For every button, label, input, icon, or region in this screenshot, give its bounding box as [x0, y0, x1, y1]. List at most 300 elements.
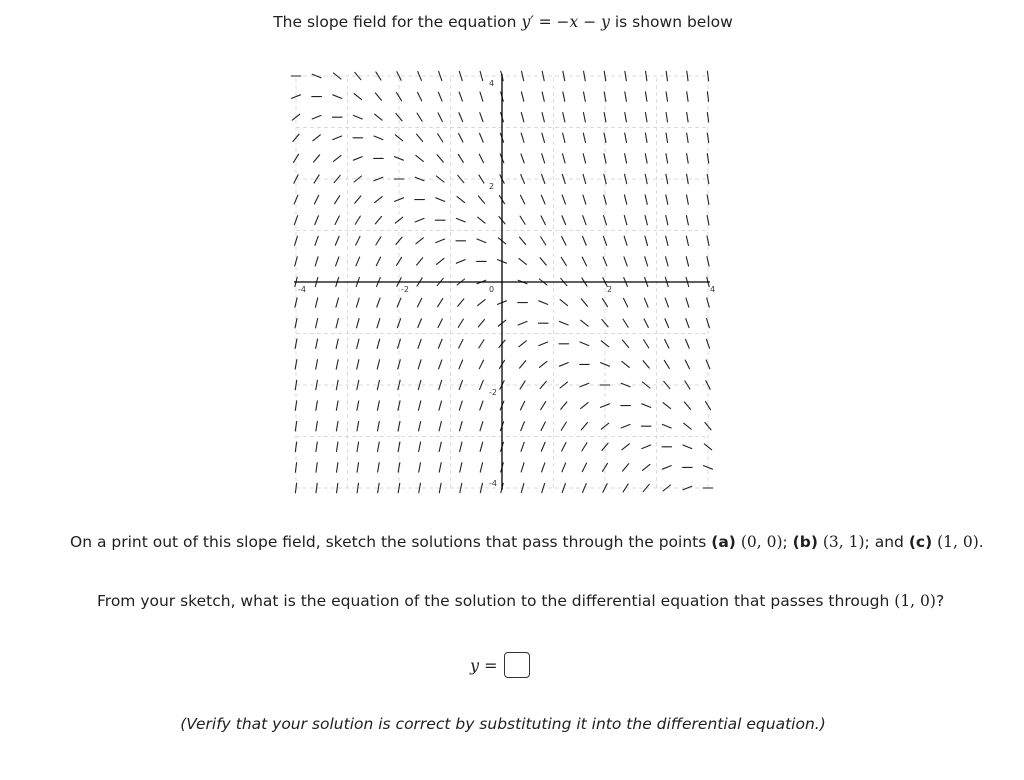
slope-segment — [460, 422, 463, 431]
slope-segment — [563, 133, 565, 142]
slope-segment — [439, 401, 442, 410]
slope-segment — [521, 92, 523, 101]
slope-segment — [521, 422, 525, 431]
problem-title — [0, 13, 1006, 31]
slope-segment — [684, 423, 691, 429]
slope-segment — [295, 257, 298, 266]
slope-segment — [625, 133, 627, 142]
slope-segment — [580, 383, 589, 387]
slope-segment — [438, 113, 442, 122]
slope-segment — [356, 298, 359, 307]
slope-segment — [665, 340, 669, 349]
slope-segment — [377, 401, 379, 410]
slope-segment — [519, 341, 526, 347]
slope-segment — [666, 236, 668, 245]
slope-segment — [662, 466, 671, 470]
instructions-text: On a print out of this slope field, sketch the solutions that pass through the points — [70, 533, 707, 551]
slope-segment — [604, 71, 606, 80]
slope-segment — [418, 339, 421, 348]
slope-segment — [294, 216, 297, 225]
slope-segment — [377, 319, 380, 328]
slope-segment — [315, 298, 317, 307]
slope-segment — [623, 319, 628, 327]
y-tick-label: 4 — [489, 79, 495, 88]
slope-segment — [521, 154, 524, 163]
point-a-label: (a) — [711, 533, 736, 551]
slope-segment — [707, 154, 708, 163]
slope-segment — [624, 236, 627, 245]
slope-segment — [316, 421, 317, 430]
slope-segment — [542, 154, 545, 163]
slope-segment — [480, 463, 482, 472]
slope-segment — [378, 442, 380, 451]
slope-segment — [295, 421, 296, 430]
slope-segment — [459, 360, 463, 369]
slope-segment — [624, 257, 627, 266]
slope-segment — [436, 258, 443, 264]
slope-segment — [646, 71, 647, 80]
slope-segment — [377, 421, 379, 430]
slope-segment — [316, 360, 318, 369]
tick-labels — [298, 79, 715, 488]
slope-segment — [687, 174, 689, 183]
slope-segment — [295, 236, 298, 245]
slope-segment — [458, 299, 464, 306]
point-b-label: (b) — [792, 533, 818, 551]
slope-segment — [478, 300, 485, 306]
slope-segment — [521, 133, 524, 142]
slope-segment — [625, 71, 626, 80]
slope-segment — [562, 463, 566, 472]
slope-segment — [562, 443, 566, 452]
slope-segment — [542, 463, 545, 472]
slope-segment — [520, 361, 526, 368]
slope-field-chart — [290, 70, 714, 494]
slope-segment — [685, 360, 689, 369]
slope-segment — [417, 134, 423, 141]
answer-row — [470, 650, 530, 680]
slope-segment — [480, 442, 483, 451]
slope-segment — [643, 361, 649, 368]
slope-segment — [541, 442, 545, 451]
slope-segment — [295, 483, 296, 493]
slope-segment — [396, 257, 401, 265]
slope-segment — [336, 298, 339, 307]
slope-segment — [561, 422, 566, 430]
slope-segment — [336, 380, 338, 389]
slope-segment — [337, 463, 338, 472]
slope-segment — [460, 442, 462, 451]
slope-segment — [377, 298, 380, 307]
slope-segment — [336, 360, 338, 369]
slope-segment — [456, 218, 465, 222]
slope-segment — [583, 195, 586, 204]
slope-segment — [707, 174, 709, 183]
slope-segment — [335, 216, 339, 225]
slope-segment — [625, 92, 627, 101]
slope-segment — [398, 483, 400, 492]
slope-segment — [520, 195, 524, 204]
slope-segment — [686, 298, 689, 307]
slope-segment — [559, 363, 568, 367]
slope-segment — [354, 94, 361, 100]
slope-segment — [295, 442, 296, 452]
slope-segment — [479, 340, 484, 348]
slope-segment — [520, 216, 525, 224]
slope-segment — [459, 92, 462, 101]
slope-segment — [357, 483, 358, 492]
slope-segment — [666, 257, 669, 266]
slope-segment — [666, 71, 667, 81]
slope-segment — [644, 298, 648, 307]
slope-segment — [357, 442, 359, 451]
slope-segment — [376, 257, 380, 266]
slope-segment — [478, 320, 484, 327]
slope-segment — [686, 339, 690, 348]
x-tick-label: 4 — [710, 285, 716, 294]
slope-segment — [333, 155, 340, 161]
slope-segment — [581, 403, 588, 409]
slope-segment — [377, 339, 380, 348]
slope-segment — [625, 112, 627, 121]
slope-segment — [439, 442, 441, 451]
title-equation: y′ = −x − y — [521, 13, 610, 31]
question-text: From your sketch, what is the equation of the solution to the differential equation that passes through — [97, 592, 890, 610]
slope-segment — [333, 136, 342, 140]
y-tick-label: 0 — [489, 285, 495, 294]
slope-segment — [357, 421, 359, 430]
slope-segment — [583, 236, 587, 245]
slope-segment — [683, 445, 692, 449]
slope-segment — [582, 257, 586, 266]
slope-segment — [521, 463, 524, 472]
point-c-label: (c) — [908, 533, 933, 551]
slope-segment — [559, 321, 568, 325]
y-tick-label: -4 — [489, 479, 497, 488]
slope-segment — [377, 380, 379, 389]
slope-segment — [479, 154, 483, 163]
answer-lhs: y = — [470, 655, 498, 675]
slope-segment — [459, 401, 462, 410]
slope-segment — [539, 342, 548, 346]
slope-segment — [541, 195, 545, 204]
slope-segment — [687, 92, 688, 102]
slope-segment — [601, 404, 610, 408]
slope-segment — [518, 321, 527, 325]
slope-segment — [419, 483, 421, 492]
slope-segment — [316, 401, 318, 410]
slope-segment — [541, 422, 545, 431]
slope-segment — [563, 92, 565, 101]
slope-segment — [642, 404, 651, 408]
slope-segment — [378, 483, 379, 492]
slope-segment — [642, 445, 651, 449]
slope-segment — [353, 115, 362, 119]
slope-segment — [623, 298, 627, 307]
slope-segment — [645, 216, 647, 225]
slope-segment — [539, 361, 546, 367]
slope-segment — [540, 258, 546, 265]
slope-segment — [459, 134, 463, 143]
slope-segment — [437, 155, 443, 162]
slope-segment — [562, 237, 566, 246]
slope-segment — [707, 112, 708, 122]
slope-segment — [336, 401, 338, 410]
slope-segment — [419, 422, 421, 431]
slope-segment — [603, 257, 607, 266]
title-prefix: The slope field for the equation — [273, 13, 517, 31]
slope-segment — [581, 423, 587, 430]
point-b: (3, 1) — [822, 533, 865, 551]
slope-segment — [418, 319, 422, 328]
slope-segment — [687, 154, 689, 163]
slope-segment — [583, 92, 585, 101]
slope-segment — [438, 299, 443, 307]
slope-segment — [707, 236, 709, 245]
slope-segment — [583, 216, 586, 225]
slope-segment — [375, 93, 381, 100]
slope-segment — [604, 195, 607, 204]
slope-segment — [416, 155, 423, 161]
point-c: (1, 0) — [937, 533, 979, 551]
slope-segment — [621, 424, 630, 428]
slope-segment — [315, 216, 319, 225]
x-tick-label: -2 — [401, 285, 409, 294]
slope-segment — [438, 339, 442, 348]
slope-segment — [645, 112, 647, 121]
slope-segment — [560, 300, 567, 306]
slope-segment — [478, 196, 484, 203]
slope-segment — [438, 92, 442, 101]
slope-segment — [416, 238, 423, 244]
slope-segment — [644, 319, 648, 328]
slope-segment — [357, 401, 359, 410]
slope-segment — [666, 195, 668, 204]
slope-segment — [479, 360, 483, 369]
slope-segment — [542, 113, 544, 122]
slope-segment — [583, 133, 585, 142]
slope-segment — [582, 463, 586, 472]
slope-segment — [418, 401, 420, 410]
slope-segment — [457, 197, 464, 203]
slope-segment — [337, 483, 338, 493]
slope-segment — [316, 339, 318, 348]
slope-segment — [356, 237, 360, 246]
slope-segment — [436, 239, 445, 243]
slope-segment — [686, 319, 689, 328]
slope-segment — [561, 402, 567, 409]
slope-segment — [313, 135, 320, 141]
slope-segment — [624, 195, 626, 204]
slope-segment — [519, 258, 526, 264]
slope-segment — [582, 443, 587, 451]
slope-segment — [687, 71, 688, 81]
slope-segment — [645, 236, 648, 245]
slope-segment — [456, 260, 465, 264]
slope-segment — [542, 133, 545, 142]
question: From your sketch, what is the equation of the solution to the differential equation that passes through (1, 0)? — [97, 592, 945, 610]
slope-segment — [436, 198, 445, 202]
slope-segment — [294, 195, 298, 204]
slope-segment — [376, 237, 381, 245]
instructions: On a print out of this slope field, sketch the solutions that pass through the points (a) (0, 0); (b) (3, 1); and (c) (1, 0). — [70, 533, 984, 551]
slope-segment — [356, 257, 360, 266]
slope-segment — [665, 319, 669, 328]
slope-segment — [644, 340, 649, 348]
slope-segment — [480, 92, 483, 101]
slope-segment — [418, 360, 421, 369]
slope-segment — [707, 133, 708, 142]
slope-segment — [686, 236, 688, 245]
slope-segment — [477, 239, 486, 243]
slope-segment — [438, 134, 443, 142]
slope-segment — [520, 237, 526, 244]
slope-segment — [375, 197, 382, 203]
slope-segment — [375, 114, 382, 120]
slope-segment — [665, 298, 668, 307]
slope-segment — [478, 217, 485, 223]
slope-segment — [357, 380, 359, 389]
slope-segment — [662, 424, 671, 428]
slope-segment — [623, 340, 629, 347]
slope-segment — [562, 216, 566, 225]
slope-segment — [622, 361, 629, 367]
slope-segment — [686, 195, 688, 204]
slope-segment — [438, 319, 442, 328]
slope-segment — [707, 92, 708, 102]
x-tick-label: -4 — [298, 285, 306, 294]
slope-segment — [645, 92, 646, 101]
slope-segment — [623, 464, 629, 471]
slope-segment — [335, 236, 339, 245]
y-tick-label: -2 — [489, 388, 497, 397]
slope-segment — [480, 113, 483, 122]
slope-segment — [460, 463, 462, 472]
slope-segment — [295, 380, 297, 389]
question-point: (1, 0) — [894, 592, 936, 610]
slope-segment — [439, 422, 441, 431]
slope-segment — [336, 421, 338, 430]
answer-input[interactable] — [504, 652, 530, 678]
verify-note: (Verify that your solution is correct by substituting it into the differential equation.) — [180, 715, 826, 733]
slope-segment — [542, 92, 544, 101]
slope-segment — [666, 216, 668, 225]
slope-segment — [604, 216, 607, 225]
slope-segment — [417, 258, 423, 265]
slope-segment — [336, 257, 339, 266]
slope-segment — [663, 403, 670, 409]
slope-segment — [336, 339, 338, 348]
slope-segment — [707, 215, 709, 224]
slope-segment — [312, 115, 321, 119]
slope-segment — [664, 360, 669, 368]
point-a: (0, 0) — [740, 533, 783, 551]
slope-segment — [707, 195, 709, 204]
slope-segment — [335, 196, 340, 204]
slope-segment — [355, 196, 361, 203]
slope-segment — [315, 257, 318, 266]
slope-segment — [707, 71, 708, 81]
slope-segment — [314, 195, 318, 204]
slope-segment — [419, 463, 421, 472]
slope-segment — [666, 154, 668, 163]
slope-segment — [561, 257, 566, 265]
slope-segment — [581, 320, 588, 326]
slope-segment — [541, 237, 546, 245]
and-word: and — [874, 533, 904, 551]
slope-segment — [295, 463, 296, 473]
slope-segment — [539, 301, 548, 305]
slope-segment — [686, 257, 688, 266]
slope-segment — [439, 360, 442, 369]
slope-segment — [687, 112, 688, 121]
slope-segment — [563, 113, 565, 122]
slope-segment — [666, 133, 668, 142]
slope-segment — [624, 216, 627, 225]
slope-segment — [645, 154, 647, 163]
slope-segment — [396, 237, 402, 244]
slope-segment — [295, 401, 296, 410]
slope-segment — [419, 442, 421, 451]
slope-segment — [316, 483, 317, 493]
slope-segment — [357, 463, 358, 472]
slope-segment — [622, 444, 629, 450]
slope-segment — [645, 133, 647, 142]
slope-segment — [521, 113, 524, 122]
slope-segment — [480, 133, 484, 142]
slope-segment — [316, 442, 317, 451]
slope-segment — [521, 442, 524, 451]
slope-segment — [707, 257, 709, 266]
slope-segment — [417, 298, 421, 307]
slope-segment — [645, 195, 647, 204]
slope-segment — [645, 257, 648, 266]
slope-segment — [625, 154, 627, 163]
slope-segment — [581, 299, 587, 306]
slope-segment — [666, 112, 667, 121]
slope-segment — [560, 382, 567, 388]
slope-segment — [686, 216, 688, 225]
slope-segment — [375, 217, 381, 224]
slope-segment — [458, 319, 463, 327]
slope-segment — [336, 319, 338, 328]
title-suffix: is shown below — [614, 13, 733, 31]
slope-segment — [603, 236, 606, 245]
slope-segment — [417, 113, 422, 121]
slope-segment — [353, 157, 362, 161]
slope-segment — [458, 154, 463, 162]
slope-segment — [417, 92, 421, 101]
x-tick-label: 2 — [607, 285, 613, 294]
slope-segment — [316, 319, 318, 328]
slope-segment — [480, 422, 483, 431]
slope-segment — [355, 216, 360, 224]
axes — [294, 74, 710, 490]
slope-segment — [642, 464, 649, 470]
slope-segment — [374, 136, 383, 140]
slope-segment — [541, 402, 546, 410]
slope-segment — [316, 463, 317, 473]
slope-segment — [357, 339, 359, 348]
slope-segment — [562, 195, 565, 204]
slope-segment — [541, 216, 545, 225]
slope-segment — [580, 342, 589, 346]
y-tick-label: 2 — [489, 182, 495, 191]
slope-segment — [314, 155, 320, 162]
slope-segment — [459, 340, 463, 349]
slope-segment — [357, 360, 359, 369]
slope-segment — [336, 442, 337, 451]
